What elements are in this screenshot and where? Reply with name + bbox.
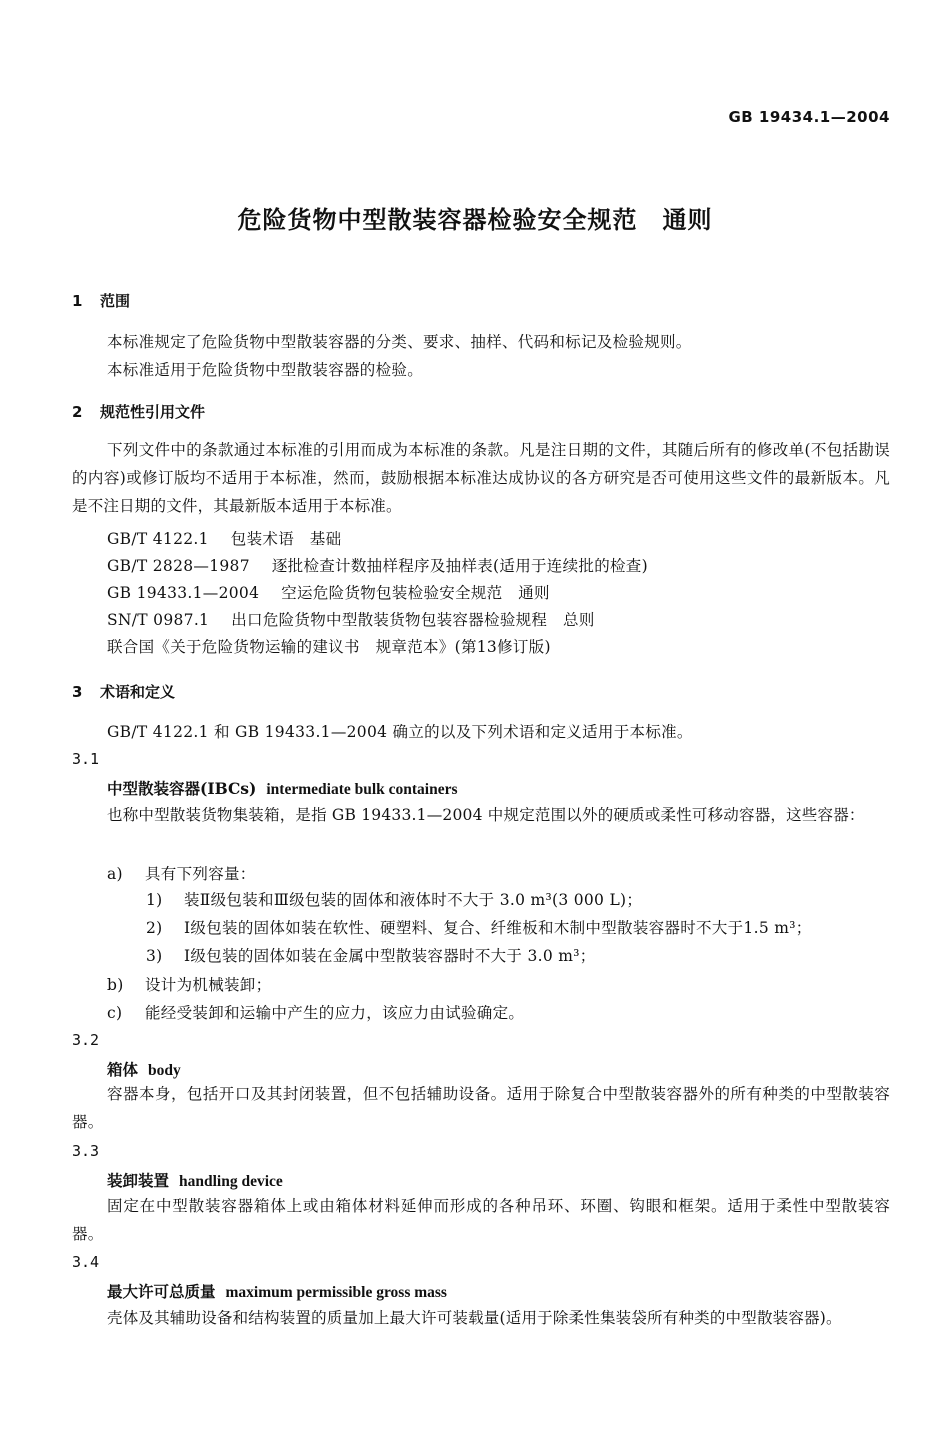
reference-name: 包装术语 基础 — [230, 530, 342, 548]
term-definition: 固定在中型散装容器箱体上或由箱体材料延伸而形成的各种吊环、环圈、钩眼和框架。适用于柔性中型散装容器。 — [72, 1197, 890, 1243]
reference-item — [107, 527, 363, 549]
subsection-number: 3.2 — [72, 1031, 100, 1049]
standard-number: GB 19434.1—2004 — [728, 108, 890, 126]
section-number: 1 — [72, 292, 83, 310]
term-en: intermediate bulk containers — [266, 781, 458, 798]
term-heading — [107, 1058, 181, 1080]
section-title: 术语和定义 — [100, 683, 176, 701]
term-definition: 壳体及其辅助设备和结构装置的质量加上最大许可装载量(适用于除柔性集装袋所有种类的中型散装容器)。 — [107, 1309, 842, 1327]
term-definition: 也称中型散装货物集装箱，是指 GB 19433.1—2004 中规定范围以外的硬质或柔性可移动容器，这些容器： — [107, 806, 865, 824]
list-item — [107, 862, 256, 884]
section-1-line-1: 本标准规定了危险货物中型散装容器的分类、要求、抽样、代码和标记及检验规则。 — [107, 333, 692, 351]
section-title: 规范性引用文件 — [100, 403, 206, 421]
term-en: handling device — [179, 1173, 283, 1190]
reference-name: 空运危险货物包装检验安全规范 通则 — [281, 584, 550, 602]
term-zh: 装卸装置 — [107, 1171, 170, 1190]
term-heading — [107, 777, 458, 799]
subsection-number: 3.3 — [72, 1142, 100, 1160]
term-zh: 最大许可总质量 — [107, 1282, 216, 1301]
list-label: b) — [107, 976, 124, 994]
section-number: 3 — [72, 683, 83, 701]
list-item — [146, 888, 642, 910]
reference-code: GB/T 4122.1 — [107, 530, 209, 548]
list-item — [107, 1001, 524, 1023]
list-label: 1) — [146, 891, 163, 909]
list-label: 3) — [146, 947, 163, 965]
term-zh: 箱体 — [107, 1060, 139, 1079]
reference-name: 《关于危险货物运输的建议书 规章范本》(第13修订版) — [154, 638, 551, 656]
reference-code: 联合国 — [107, 638, 155, 656]
term-definition: 容器本身，包括开口及其封闭装置，但不包括辅助设备。适用于除复合中型散装容器外的所有种类的中型散装容器。 — [72, 1085, 890, 1131]
term-heading — [107, 1169, 283, 1191]
list-text: Ⅰ级包装的固体如装在软性、硬塑料、复合、纤维板和木制中型散装容器时不大于1.5 m³； — [184, 919, 812, 937]
list-text: 装Ⅱ级包装和Ⅲ级包装的固体和液体时不大于 3.0 m³(3 000 L)； — [184, 891, 643, 909]
reference-code: GB/T 2828—1987 — [107, 557, 250, 575]
reference-item — [107, 581, 572, 603]
subsection-number: 3.1 — [72, 750, 100, 768]
section-number: 2 — [72, 403, 83, 421]
reference-item — [107, 554, 670, 576]
section-2-heading — [72, 401, 205, 422]
section-3-heading — [72, 681, 175, 702]
list-text: 设计为机械装卸； — [145, 976, 272, 994]
reference-code: SN/T 0987.1 — [107, 611, 210, 629]
list-label: a) — [107, 865, 123, 883]
term-en: maximum permissible gross mass — [225, 1284, 447, 1301]
term-heading — [107, 1280, 447, 1302]
section-title: 范围 — [100, 292, 131, 310]
list-item — [146, 944, 596, 966]
list-label: 2) — [146, 919, 163, 937]
term-zh: 中型散装容器(IBCs) — [107, 779, 257, 798]
list-item — [146, 916, 812, 938]
list-item — [107, 973, 271, 995]
term-en: body — [148, 1062, 181, 1079]
section-1-line-2: 本标准适用于危险货物中型散装容器的检验。 — [107, 361, 424, 379]
reference-code: GB 19433.1—2004 — [107, 584, 260, 602]
list-text: 能经受装卸和运输中产生的应力，该应力由试验确定。 — [145, 1004, 525, 1022]
list-text: 具有下列容量： — [145, 865, 256, 883]
list-text: Ⅰ级包装的固体如装在金属中型散装容器时不大于 3.0 m³； — [184, 947, 596, 965]
subsection-number: 3.4 — [72, 1253, 100, 1271]
reference-name: 逐批检查计数抽样程序及抽样表(适用于连续批的检查) — [271, 557, 648, 575]
document-title: 危险货物中型散装容器检验安全规范 通则 — [237, 206, 713, 234]
reference-item — [107, 635, 573, 657]
list-label: c) — [107, 1004, 123, 1022]
section-1-heading — [72, 290, 130, 311]
reference-item — [107, 608, 617, 630]
section-3-intro: GB/T 4122.1 和 GB 19433.1—2004 确立的以及下列术语和定义适用于本标准。 — [107, 723, 693, 741]
section-2-intro: 下列文件中的条款通过本标准的引用而成为本标准的条款。凡是注日期的文件，其随后所有的修改单(不包括勘误的内容)或修订版均不适用于本标准，然而，鼓励根据本标准达成协议的各方研究是否可使用这些文件的最新版本。凡是不注日期的文件，其最新版本适用于本标准。 — [72, 441, 890, 515]
reference-name: 出口危险货物中型散装货物包装容器检验规程 总则 — [231, 611, 595, 629]
